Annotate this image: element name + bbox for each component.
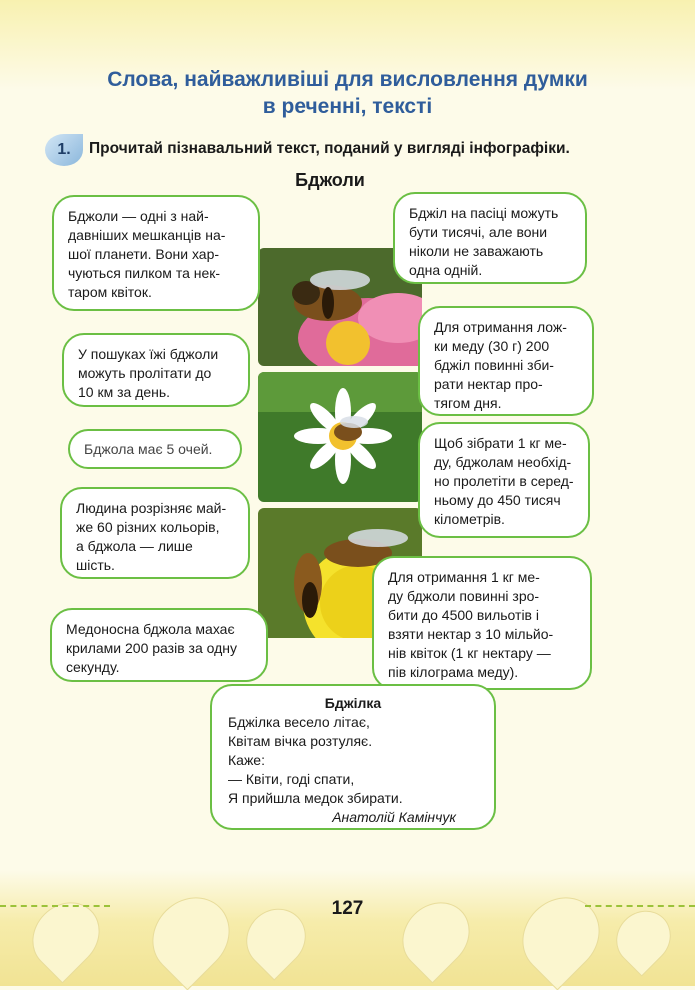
bubble-line: но пролетіти в серед-	[434, 473, 574, 489]
poem-title: Бджілка	[324, 695, 382, 711]
bubble-line: Для отримання лож-	[434, 319, 567, 335]
poem-author: Анатолій Камінчук	[332, 809, 456, 825]
bubble-line: Медоносна бджола махає	[66, 621, 235, 637]
page-number: 127	[331, 898, 364, 919]
fact-bubble-flight-distance	[62, 333, 250, 407]
bubble-line: бути тисячі, але вони	[409, 224, 548, 240]
bubble-line: Для отримання 1 кг ме-	[388, 569, 540, 585]
bubble-line: тягом дня.	[434, 395, 502, 411]
poem-line: Квітам вічка розтуляє.	[228, 733, 373, 749]
bubble-line: ки меду (30 г) 200	[434, 338, 550, 354]
poem-line: Бджілка весело літає,	[228, 714, 370, 730]
decorative-dash-left	[0, 905, 110, 907]
poem-line: Каже:	[228, 752, 265, 768]
heading-line-2: в реченні, тексті	[262, 95, 433, 118]
bubble-line: Бджола має 5 очей.	[84, 441, 213, 457]
bubble-line: ніколи не заважають	[409, 243, 544, 259]
bubble-line: крилами 200 разів за одну	[66, 640, 238, 656]
fact-bubble-ancient-bees	[52, 195, 260, 311]
fact-bubble-kilogram-nectar	[372, 556, 592, 690]
task-text: Прочитай пізнавальний текст, поданий у вигляді інфографіки.	[89, 140, 570, 157]
bubble-line: таром квіток.	[68, 284, 152, 300]
poem-line: Я прийшла медок збирати.	[228, 790, 403, 806]
decorative-dash-right	[585, 905, 695, 907]
bubble-line: рати нектар про-	[434, 376, 543, 392]
bubble-line: кілометрів.	[434, 511, 505, 527]
bubble-line: секунду.	[66, 659, 120, 675]
bubble-line: нів квіток (1 кг нектару —	[388, 645, 551, 661]
bubble-line: ду, бджолам необхід-	[434, 454, 572, 470]
task-number-badge: 1.	[45, 134, 83, 166]
bubble-line: одна одній.	[409, 262, 483, 278]
bubble-line: же 60 різних кольорів,	[76, 519, 220, 535]
bubble-line: У пошуках їжі бджоли	[78, 346, 219, 362]
bottom-decoration	[0, 870, 695, 986]
bubble-line: бджіл повинні зби-	[434, 357, 554, 373]
bubble-line: Бджіл на пасіці можуть	[409, 205, 559, 221]
section-heading	[60, 66, 635, 120]
bubble-line: чуються пилком та нек-	[68, 265, 221, 281]
bubble-line: 10 км за день.	[78, 384, 171, 400]
bubble-line: Бджоли — одні з най-	[68, 208, 209, 224]
fact-bubble-five-eyes	[68, 429, 242, 469]
fact-bubble-kilogram-flight	[418, 422, 590, 538]
bubble-line: можуть пролітати до	[78, 365, 212, 381]
fact-bubble-wing-beats	[50, 608, 268, 682]
poem-bubble	[210, 684, 496, 830]
bubble-line: шої планети. Вони хар-	[68, 246, 220, 262]
bubble-line: а бджола — лише	[76, 538, 193, 554]
heading-line-1: Слова, найважливіші для висловлення думки	[107, 68, 588, 91]
bubble-line: ньому до 450 тисяч	[434, 492, 561, 508]
infographic-title: Бджоли	[295, 170, 365, 190]
bubble-line: шість.	[76, 557, 115, 573]
bubble-line: бити до 4500 вильотів і	[388, 607, 539, 623]
fact-bubble-apiary	[393, 192, 587, 284]
fact-bubble-spoon-honey	[418, 306, 594, 416]
bubble-line: давніших мешканців на-	[68, 227, 226, 243]
bubble-line: взяти нектар з 10 мільйо-	[388, 626, 554, 642]
bee-photo-daisy	[258, 372, 422, 502]
bubble-line: ду бджоли повинні зро-	[388, 588, 540, 604]
bubble-line: Людина розрізняє май-	[76, 500, 227, 516]
fact-bubble-colors	[60, 487, 250, 579]
task-instruction	[45, 134, 645, 166]
bubble-line: пів кілограма меду).	[388, 664, 519, 680]
poem-line: — Квіти, годі спати,	[228, 771, 355, 787]
bubble-line: Щоб зібрати 1 кг ме-	[434, 435, 567, 451]
